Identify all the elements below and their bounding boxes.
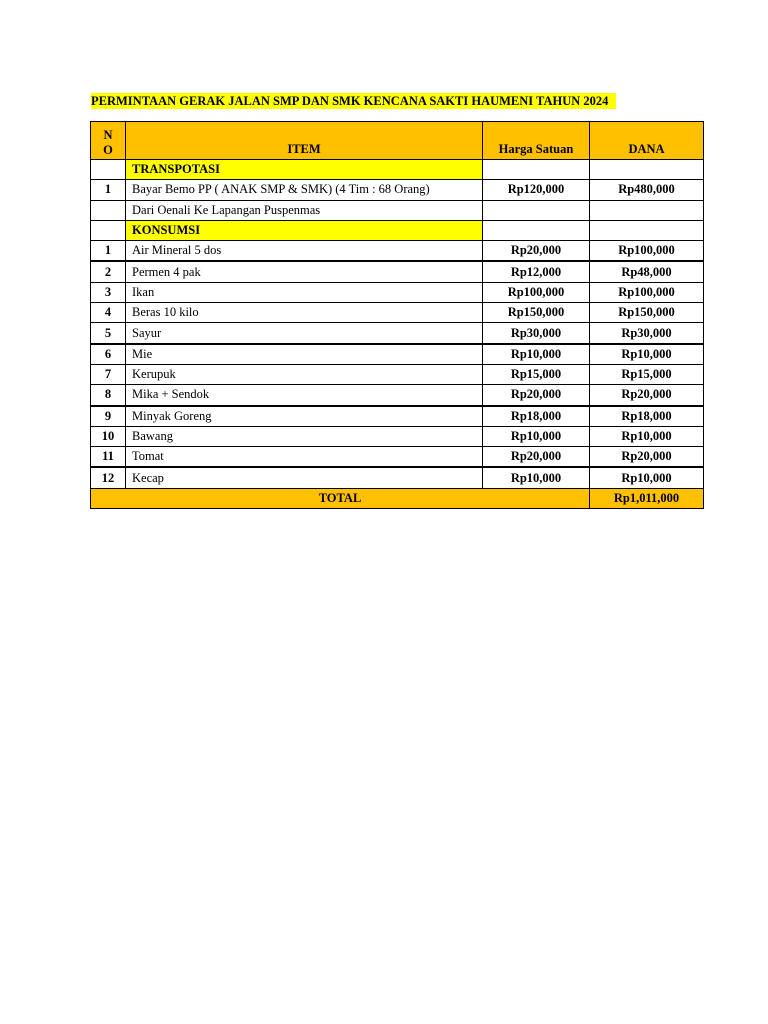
row-harga: Rp10,000 xyxy=(483,426,590,446)
row-dana: Rp100,000 xyxy=(590,241,704,262)
table-row xyxy=(91,241,704,262)
row-item: Beras 10 kilo xyxy=(126,303,483,323)
row-harga: Rp18,000 xyxy=(483,406,590,427)
row-dana: Rp15,000 xyxy=(590,364,704,384)
section-row-konsumsi xyxy=(91,220,704,240)
row-item: Mie xyxy=(126,344,483,365)
row-no: 5 xyxy=(91,323,126,344)
table-row xyxy=(91,282,704,302)
section-dana-cell xyxy=(590,220,704,240)
row-dana: Rp10,000 xyxy=(590,467,704,488)
row-no: 2 xyxy=(91,261,126,282)
row-no: 3 xyxy=(91,282,126,302)
row-no: 8 xyxy=(91,385,126,406)
section-no-cell xyxy=(91,160,126,180)
row-dana: Rp20,000 xyxy=(590,447,704,468)
row-item: Kecap xyxy=(126,467,483,488)
header-no xyxy=(91,122,126,160)
row-dana: Rp18,000 xyxy=(590,406,704,427)
table-row xyxy=(91,385,704,406)
table-row xyxy=(91,467,704,488)
row-harga: Rp10,000 xyxy=(483,467,590,488)
section-row-transport xyxy=(91,160,704,180)
row-no: 10 xyxy=(91,426,126,446)
row-dana: Rp10,000 xyxy=(590,344,704,365)
row-dana: Rp150,000 xyxy=(590,303,704,323)
section-no-cell xyxy=(91,220,126,240)
row-item: Dari Oenali Ke Lapangan Puspenmas xyxy=(126,200,483,220)
row-no: 4 xyxy=(91,303,126,323)
section-dana-cell xyxy=(590,160,704,180)
row-harga: Rp20,000 xyxy=(483,385,590,406)
row-no: 7 xyxy=(91,364,126,384)
total-label: TOTAL xyxy=(91,488,590,508)
total-row xyxy=(91,488,704,508)
row-no: 12 xyxy=(91,467,126,488)
section-label-konsumsi: KONSUMSI xyxy=(126,220,483,240)
document-title: PERMINTAAN GERAK JALAN SMP DAN SMK KENCANA SAKTI HAUMENI TAHUN 2024 xyxy=(91,93,616,109)
row-item: Bawang xyxy=(126,426,483,446)
row-harga: Rp100,000 xyxy=(483,282,590,302)
row-item: Air Mineral 5 dos xyxy=(126,241,483,262)
row-no: 1 xyxy=(91,241,126,262)
row-harga: Rp120,000 xyxy=(483,180,590,200)
row-harga: Rp15,000 xyxy=(483,364,590,384)
header-harga-satuan: Harga Satuan xyxy=(483,122,590,160)
row-dana: Rp480,000 xyxy=(590,180,704,200)
header-dana: DANA xyxy=(590,122,704,160)
row-dana: Rp48,000 xyxy=(590,261,704,282)
row-dana: Rp30,000 xyxy=(590,323,704,344)
row-harga: Rp10,000 xyxy=(483,344,590,365)
section-harga-cell xyxy=(483,220,590,240)
row-dana: Rp100,000 xyxy=(590,282,704,302)
table-row xyxy=(91,180,704,200)
row-harga: Rp30,000 xyxy=(483,323,590,344)
table-row xyxy=(91,344,704,365)
row-harga: Rp12,000 xyxy=(483,261,590,282)
row-no: 9 xyxy=(91,406,126,427)
total-value: Rp1,011,000 xyxy=(590,488,704,508)
row-harga: Rp20,000 xyxy=(483,241,590,262)
section-harga-cell xyxy=(483,160,590,180)
row-no: 6 xyxy=(91,344,126,365)
table-row xyxy=(91,200,704,220)
row-item: Mika + Sendok xyxy=(126,385,483,406)
table-row xyxy=(91,426,704,446)
header-no-line2: O xyxy=(103,143,113,157)
row-dana: Rp10,000 xyxy=(590,426,704,446)
header-no-line1: N xyxy=(103,128,113,142)
row-harga xyxy=(483,200,590,220)
section-label-transport: TRANSPOTASI xyxy=(126,160,483,180)
table-header-row xyxy=(91,122,704,160)
row-item: Ikan xyxy=(126,282,483,302)
row-harga: Rp20,000 xyxy=(483,447,590,468)
row-harga: Rp150,000 xyxy=(483,303,590,323)
table-row xyxy=(91,364,704,384)
row-dana: Rp20,000 xyxy=(590,385,704,406)
row-no: 11 xyxy=(91,447,126,468)
table-row xyxy=(91,303,704,323)
row-item: Permen 4 pak xyxy=(126,261,483,282)
table-row xyxy=(91,261,704,282)
row-no: 1 xyxy=(91,180,126,200)
row-item: Minyak Goreng xyxy=(126,406,483,427)
table-row xyxy=(91,447,704,468)
row-item: Sayur xyxy=(126,323,483,344)
row-item: Kerupuk xyxy=(126,364,483,384)
row-dana xyxy=(590,200,704,220)
row-item: Bayar Bemo PP ( ANAK SMP & SMK) (4 Tim : 68 Orang) xyxy=(126,180,483,200)
row-item: Tomat xyxy=(126,447,483,468)
row-no xyxy=(91,200,126,220)
budget-table xyxy=(90,121,704,509)
table-row xyxy=(91,406,704,427)
header-item: ITEM xyxy=(126,122,483,160)
table-row xyxy=(91,323,704,344)
